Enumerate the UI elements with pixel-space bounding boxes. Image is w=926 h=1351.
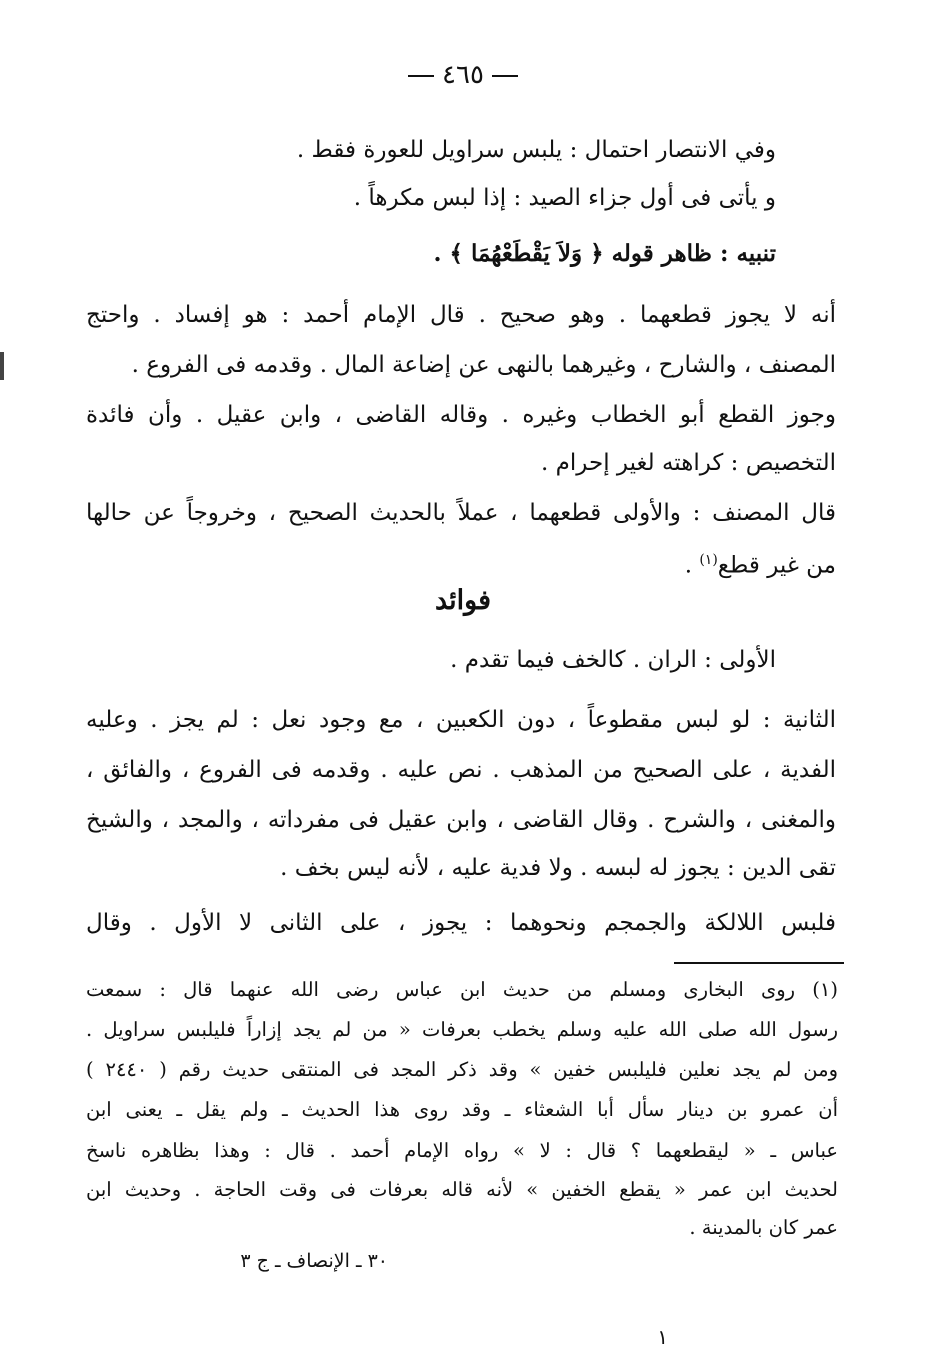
- page-number: [0, 60, 926, 90]
- corner-mark: ١: [657, 1325, 668, 1349]
- footnote-line-3: ومن لم يجد نعلين فليلبس خفين » وقد ذكر المجد فى المنتقى حديث رقم ( ٢٤٤٠ ): [86, 1058, 838, 1081]
- body-line-13: والمغنى ، والشرح . وقال القاضى ، وابن عقيل فى مفرداته ، والمجد ، والشيخ: [86, 807, 836, 833]
- body-line-14: تقى الدين : يجوز له لبسه . ولا فدية عليه ، لأنه ليس بخف .: [280, 855, 836, 881]
- body-line-1: وفي الانتصار احتمال : يلبس سراويل للعورة فقط .: [296, 137, 776, 163]
- body-line-ula: الأولى : الران . كالخف فيما تقدم .: [450, 647, 776, 673]
- body-line-4: أنه لا يجوز قطعهما . وهو صحيح . قال الإمام أحمد : هو إفساد . واحتج: [86, 302, 836, 328]
- body-line-7: التخصيص : كراهته لغير إحرام .: [541, 450, 836, 476]
- body-line-thaniya: الثانية : لو لبس مقطوعاً ، دون الكعبين ، مع وجود نعل : لم يجز . وعليه: [86, 707, 836, 733]
- body-line-9-text: من غير قطع: [717, 552, 836, 579]
- body-line-15: فلبس اللالكة والجمجم ونحوهما : يجوز ، على الثانى لا الأول . وقال: [86, 910, 836, 936]
- footnote-line-1: (١) روى البخارى ومسلم من حديث ابن عباس رضى الله عنهما قال : سمعت: [86, 978, 838, 1001]
- page-number-dash-left: [408, 75, 434, 77]
- body-line-2: و يأتى فى أول جزاء الصيد : إذا لبس مكرهاً .: [353, 185, 776, 211]
- page-number-text: ٤٦٥: [442, 60, 484, 90]
- body-line-3-tanbih: تنبيه : ظاهر قوله ﴿ وَلاَ يَقْطَعْهُمَا ﴾ .: [433, 240, 776, 267]
- signature-line: ٣٠ ـ الإنصاف ـ ج ٣: [240, 1250, 388, 1272]
- footnote-line-6: لحديث ابن عمر « يقطع الخفين » لأنه قاله بعرفات فى وقت الحاجة . وحديث ابن: [86, 1178, 838, 1201]
- page-number-dash-right: [492, 75, 518, 77]
- body-line-6: وجوز القطع أبو الخطاب وغيره . وقاله القاضى ، وابن عقيل . وأن فائدة: [86, 402, 836, 428]
- footnote-reference[interactable]: (١): [699, 552, 718, 568]
- footnote-line-4: أن عمرو بن دينار سأل أبا الشعثاء ـ وقد روى هذا الحديث ـ ولم يقل ـ يعنى ابن: [86, 1098, 839, 1121]
- margin-mark: [0, 352, 4, 380]
- footnote-line-7: عمر كان بالمدينة .: [689, 1216, 838, 1239]
- footnote-line-5: عباس ـ « ليقطعهما ؟ قال : لا » رواه الإمام أحمد . قال : وهذا بظاهره ناسخ: [86, 1139, 838, 1162]
- body-line-5: المصنف ، والشارح ، وغيرهما بالنهى عن إضاعة المال . وقدمه فى الفروع .: [131, 352, 836, 378]
- section-heading-fawaid: فوائد: [434, 585, 492, 616]
- footnote-line-2: رسول الله صلى الله عليه وسلم يخطب بعرفات « من لم يجد إزاراً فليلبس سراويل .: [86, 1018, 838, 1041]
- body-line-12: الفدية ، على الصحيح من المذهب . نص عليه . وقدمه فى الفروع ، والفائق ،: [86, 757, 836, 783]
- footnote-separator: [674, 962, 844, 964]
- body-line-8: قال المصنف : والأولى قطعهما ، عملاً بالحديث الصحيح ، وخروجاً عن حالها: [86, 500, 836, 526]
- body-line-9: من غير قطع$^{(١)}$ .: [684, 552, 836, 579]
